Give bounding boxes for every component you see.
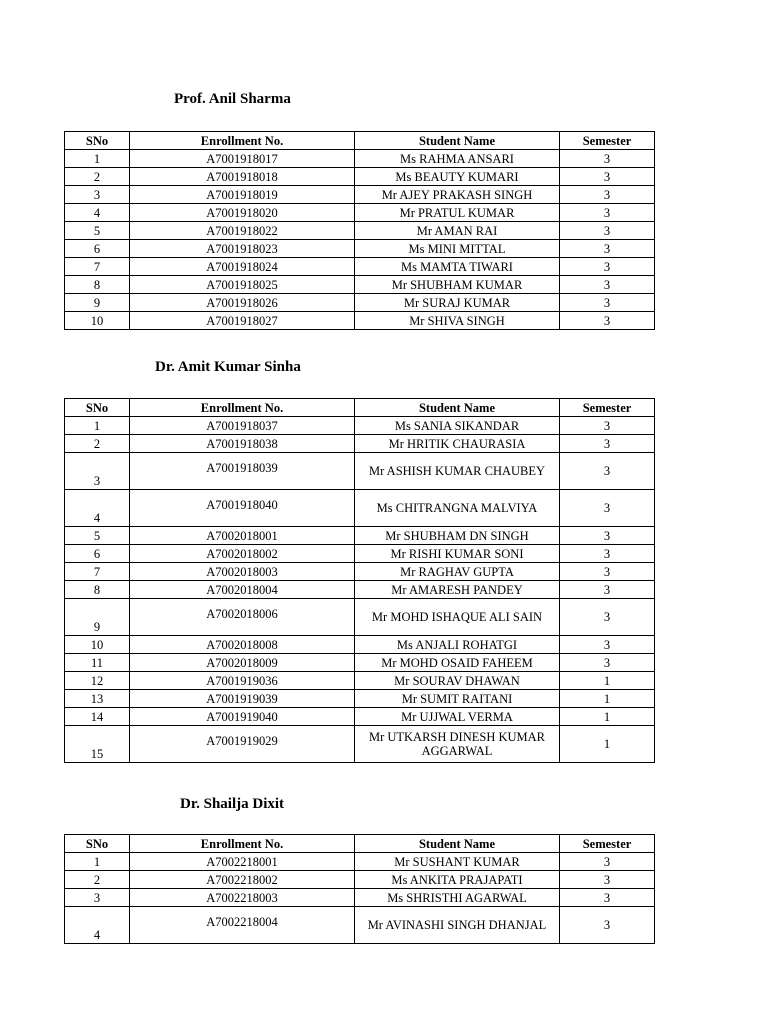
header-semester: Semester bbox=[560, 399, 655, 417]
row-enrollment: A7002218004 bbox=[130, 907, 355, 944]
row-student-name: Mr RAGHAV GUPTA bbox=[355, 563, 560, 581]
row-sno: 4 bbox=[65, 204, 130, 222]
row-sno: 2 bbox=[65, 168, 130, 186]
row-semester: 3 bbox=[560, 563, 655, 581]
row-semester: 3 bbox=[560, 258, 655, 276]
row-semester: 1 bbox=[560, 708, 655, 726]
row-enrollment: A7002218001 bbox=[130, 853, 355, 871]
table-row bbox=[65, 490, 655, 527]
header-sno: SNo bbox=[65, 835, 130, 853]
row-semester: 3 bbox=[560, 453, 655, 490]
header-sno: SNo bbox=[65, 399, 130, 417]
row-semester: 3 bbox=[560, 889, 655, 907]
table-row bbox=[65, 599, 655, 636]
row-sno: 1 bbox=[65, 150, 130, 168]
table-row bbox=[65, 708, 655, 726]
table-body bbox=[65, 150, 655, 330]
row-student-name: Mr MOHD ISHAQUE ALI SAIN bbox=[355, 599, 560, 636]
table-row bbox=[65, 563, 655, 581]
header-enrollment: Enrollment No. bbox=[130, 132, 355, 150]
header-semester: Semester bbox=[560, 835, 655, 853]
row-student-name: Mr PRATUL KUMAR bbox=[355, 204, 560, 222]
row-enrollment: A7002018003 bbox=[130, 563, 355, 581]
row-enrollment: A7001918024 bbox=[130, 258, 355, 276]
row-semester: 3 bbox=[560, 654, 655, 672]
header-student-name: Student Name bbox=[355, 835, 560, 853]
table-body bbox=[65, 853, 655, 944]
row-enrollment: A7001918017 bbox=[130, 150, 355, 168]
row-enrollment: A7001919040 bbox=[130, 708, 355, 726]
row-student-name: Ms BEAUTY KUMARI bbox=[355, 168, 560, 186]
row-student-name: Mr SOURAV DHAWAN bbox=[355, 672, 560, 690]
row-semester: 1 bbox=[560, 726, 655, 763]
header-enrollment: Enrollment No. bbox=[130, 835, 355, 853]
table-row bbox=[65, 186, 655, 204]
row-semester: 1 bbox=[560, 690, 655, 708]
row-sno: 4 bbox=[65, 907, 130, 944]
faculty-name: Dr. Shailja Dixit bbox=[180, 796, 285, 812]
table-row bbox=[65, 222, 655, 240]
row-sno: 8 bbox=[65, 276, 130, 294]
row-sno: 5 bbox=[65, 527, 130, 545]
table-row bbox=[65, 240, 655, 258]
row-semester: 3 bbox=[560, 527, 655, 545]
row-semester: 1 bbox=[560, 672, 655, 690]
row-sno: 8 bbox=[65, 581, 130, 599]
table-row bbox=[65, 636, 655, 654]
row-semester: 3 bbox=[560, 150, 655, 168]
table-row bbox=[65, 672, 655, 690]
row-sno: 9 bbox=[65, 599, 130, 636]
table-row bbox=[65, 417, 655, 435]
row-sno: 7 bbox=[65, 258, 130, 276]
table-header-row bbox=[65, 132, 655, 150]
row-sno: 10 bbox=[65, 636, 130, 654]
row-student-name: Mr SURAJ KUMAR bbox=[355, 294, 560, 312]
row-semester: 3 bbox=[560, 168, 655, 186]
row-enrollment: A7001918022 bbox=[130, 222, 355, 240]
row-enrollment: A7001918037 bbox=[130, 417, 355, 435]
table-row bbox=[65, 453, 655, 490]
row-semester: 3 bbox=[560, 907, 655, 944]
row-semester: 3 bbox=[560, 312, 655, 330]
row-enrollment: A7001918020 bbox=[130, 204, 355, 222]
row-student-name: Ms SHRISTHI AGARWAL bbox=[355, 889, 560, 907]
table-row bbox=[65, 690, 655, 708]
table-row bbox=[65, 294, 655, 312]
row-enrollment: A7001918019 bbox=[130, 186, 355, 204]
row-sno: 1 bbox=[65, 853, 130, 871]
row-semester: 3 bbox=[560, 417, 655, 435]
row-enrollment: A7002018006 bbox=[130, 599, 355, 636]
row-enrollment: A7002018009 bbox=[130, 654, 355, 672]
row-student-name: Ms MINI MITTAL bbox=[355, 240, 560, 258]
table-row bbox=[65, 150, 655, 168]
header-student-name: Student Name bbox=[355, 132, 560, 150]
row-semester: 3 bbox=[560, 871, 655, 889]
row-student-name: Mr SUMIT RAITANI bbox=[355, 690, 560, 708]
row-semester: 3 bbox=[560, 581, 655, 599]
row-student-name: Mr ASHISH KUMAR CHAUBEY bbox=[355, 453, 560, 490]
row-enrollment: A7001918039 bbox=[130, 453, 355, 490]
table-row bbox=[65, 276, 655, 294]
table-row bbox=[65, 581, 655, 599]
row-semester: 3 bbox=[560, 294, 655, 312]
row-enrollment: A7002018008 bbox=[130, 636, 355, 654]
row-student-name: Mr SHUBHAM KUMAR bbox=[355, 276, 560, 294]
table-row bbox=[65, 545, 655, 563]
row-student-name: Mr AJEY PRAKASH SINGH bbox=[355, 186, 560, 204]
table-row bbox=[65, 726, 655, 763]
row-student-name: Ms CHITRANGNA MALVIYA bbox=[355, 490, 560, 527]
row-semester: 3 bbox=[560, 222, 655, 240]
row-enrollment: A7001918040 bbox=[130, 490, 355, 527]
row-sno: 9 bbox=[65, 294, 130, 312]
row-enrollment: A7002018002 bbox=[130, 545, 355, 563]
table-row bbox=[65, 435, 655, 453]
row-student-name: Mr AMAN RAI bbox=[355, 222, 560, 240]
row-sno: 15 bbox=[65, 726, 130, 763]
row-student-name: Mr SUSHANT KUMAR bbox=[355, 853, 560, 871]
row-semester: 3 bbox=[560, 240, 655, 258]
table-header-row bbox=[65, 399, 655, 417]
row-semester: 3 bbox=[560, 490, 655, 527]
table-row bbox=[65, 654, 655, 672]
row-student-name: Ms ANKITA PRAJAPATI bbox=[355, 871, 560, 889]
row-enrollment: A7001918023 bbox=[130, 240, 355, 258]
row-semester: 3 bbox=[560, 545, 655, 563]
row-enrollment: A7002218003 bbox=[130, 889, 355, 907]
row-sno: 7 bbox=[65, 563, 130, 581]
row-semester: 3 bbox=[560, 204, 655, 222]
table-row bbox=[65, 168, 655, 186]
table-row bbox=[65, 907, 655, 944]
row-student-name: Mr UTKARSH DINESH KUMAR AGGARWAL bbox=[355, 726, 560, 763]
table-row bbox=[65, 204, 655, 222]
row-sno: 10 bbox=[65, 312, 130, 330]
student-table bbox=[64, 398, 655, 763]
row-student-name: Ms RAHMA ANSARI bbox=[355, 150, 560, 168]
row-enrollment: A7001919029 bbox=[130, 726, 355, 763]
row-student-name: Mr SHUBHAM DN SINGH bbox=[355, 527, 560, 545]
row-sno: 6 bbox=[65, 240, 130, 258]
table-row bbox=[65, 853, 655, 871]
row-sno: 3 bbox=[65, 889, 130, 907]
row-semester: 3 bbox=[560, 435, 655, 453]
faculty-name: Prof. Anil Sharma bbox=[174, 91, 291, 107]
header-student-name: Student Name bbox=[355, 399, 560, 417]
student-table bbox=[64, 131, 655, 330]
table-row bbox=[65, 258, 655, 276]
row-sno: 2 bbox=[65, 435, 130, 453]
row-enrollment: A7001918018 bbox=[130, 168, 355, 186]
row-sno: 11 bbox=[65, 654, 130, 672]
row-sno: 1 bbox=[65, 417, 130, 435]
row-enrollment: A7002218002 bbox=[130, 871, 355, 889]
row-semester: 3 bbox=[560, 186, 655, 204]
row-semester: 3 bbox=[560, 853, 655, 871]
table-row bbox=[65, 312, 655, 330]
table-row bbox=[65, 871, 655, 889]
row-sno: 14 bbox=[65, 708, 130, 726]
table-body bbox=[65, 417, 655, 763]
row-enrollment: A7001918038 bbox=[130, 435, 355, 453]
row-sno: 4 bbox=[65, 490, 130, 527]
row-student-name: Mr SHIVA SINGH bbox=[355, 312, 560, 330]
row-student-name: Ms SANIA SIKANDAR bbox=[355, 417, 560, 435]
row-sno: 5 bbox=[65, 222, 130, 240]
header-semester: Semester bbox=[560, 132, 655, 150]
row-sno: 6 bbox=[65, 545, 130, 563]
row-enrollment: A7002018001 bbox=[130, 527, 355, 545]
row-enrollment: A7001918025 bbox=[130, 276, 355, 294]
row-student-name: Ms MAMTA TIWARI bbox=[355, 258, 560, 276]
row-sno: 13 bbox=[65, 690, 130, 708]
header-sno: SNo bbox=[65, 132, 130, 150]
row-sno: 3 bbox=[65, 186, 130, 204]
row-student-name: Mr RISHI KUMAR SONI bbox=[355, 545, 560, 563]
row-enrollment: A7001919039 bbox=[130, 690, 355, 708]
row-sno: 12 bbox=[65, 672, 130, 690]
row-student-name: Mr HRITIK CHAURASIA bbox=[355, 435, 560, 453]
row-semester: 3 bbox=[560, 276, 655, 294]
row-student-name: Mr AMARESH PANDEY bbox=[355, 581, 560, 599]
row-enrollment: A7001919036 bbox=[130, 672, 355, 690]
row-student-name: Mr AVINASHI SINGH DHANJAL bbox=[355, 907, 560, 944]
row-semester: 3 bbox=[560, 636, 655, 654]
row-sno: 2 bbox=[65, 871, 130, 889]
header-enrollment: Enrollment No. bbox=[130, 399, 355, 417]
table-header-row bbox=[65, 835, 655, 853]
row-enrollment: A7001918027 bbox=[130, 312, 355, 330]
table-row bbox=[65, 527, 655, 545]
row-student-name: Mr MOHD OSAID FAHEEM bbox=[355, 654, 560, 672]
row-enrollment: A7002018004 bbox=[130, 581, 355, 599]
row-sno: 3 bbox=[65, 453, 130, 490]
row-student-name: Mr UJJWAL VERMA bbox=[355, 708, 560, 726]
table-row bbox=[65, 889, 655, 907]
row-semester: 3 bbox=[560, 599, 655, 636]
faculty-name: Dr. Amit Kumar Sinha bbox=[155, 359, 301, 375]
row-enrollment: A7001918026 bbox=[130, 294, 355, 312]
row-student-name: Ms ANJALI ROHATGI bbox=[355, 636, 560, 654]
student-table bbox=[64, 834, 655, 944]
